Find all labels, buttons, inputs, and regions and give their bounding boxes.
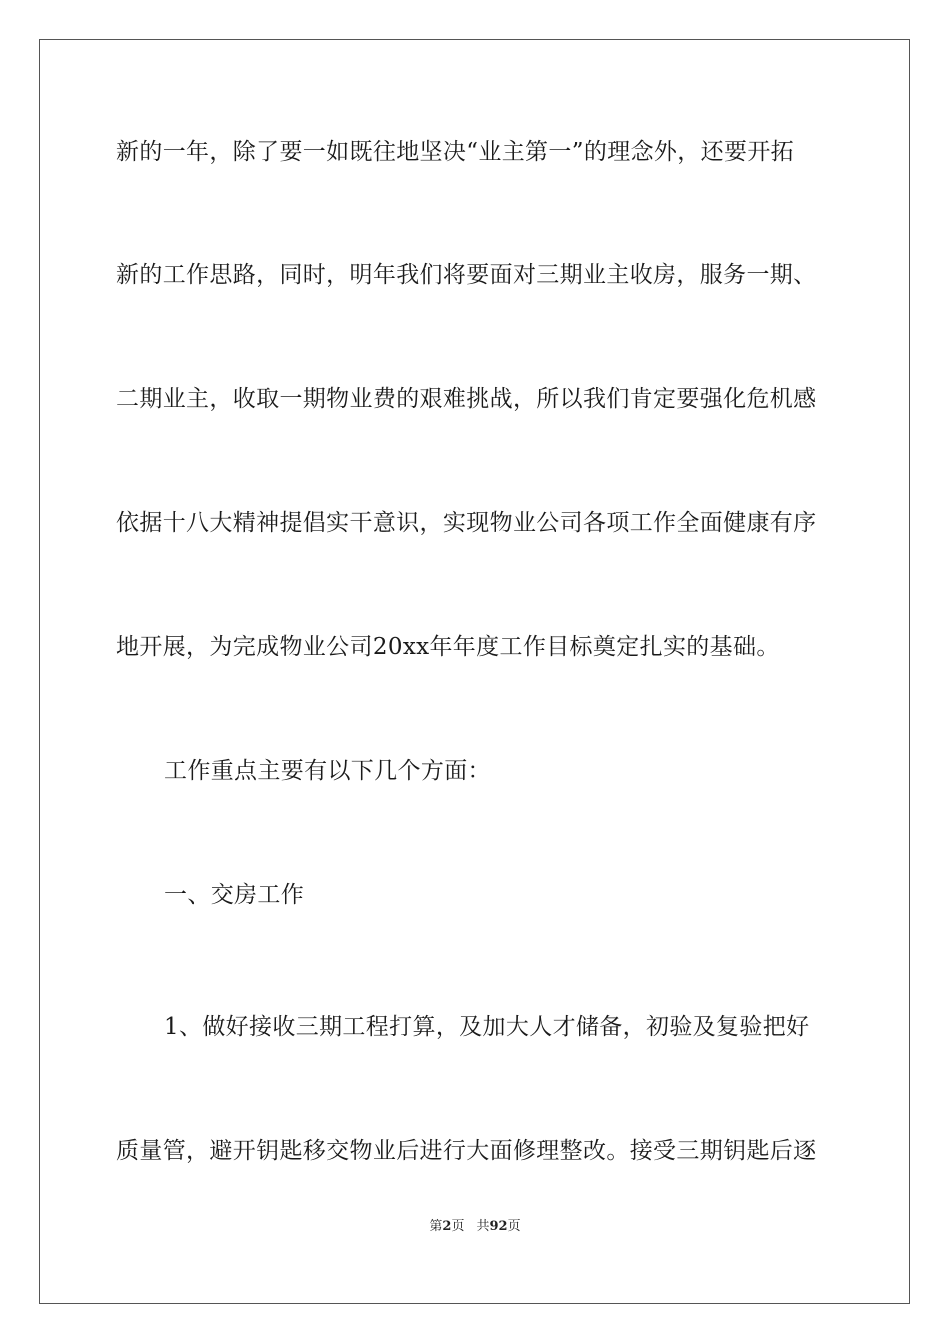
paragraph-line-3: 二期业主，收取一期物业费的艰难挑战，所以我们肯定要强化危机感	[116, 386, 817, 412]
section-heading: 一、交房工作	[164, 882, 305, 908]
page-number: 2	[442, 1219, 452, 1234]
page-footer	[0, 1218, 950, 1236]
page-prefix: 第	[429, 1219, 443, 1234]
page-suffix: 页	[451, 1219, 465, 1234]
paragraph-line-2: 新的工作思路，同时，明年我们将要面对三期业主收房，服务一期、	[116, 262, 817, 288]
total-pages: 92	[489, 1219, 508, 1234]
paragraph-line-5: 地开展，为完成物业公司20xx年年度工作目标奠定扎实的基础。	[116, 634, 780, 660]
paragraph-line-4: 依据十八大精神提倡实干意识，实现物业公司各项工作全面健康有序	[116, 510, 817, 536]
list-item-1-line-2: 质量管，避开钥匙移交物业后进行大面修理整改。接受三期钥匙后逐	[116, 1138, 817, 1164]
page-border	[39, 39, 910, 1304]
total-prefix: 共	[476, 1219, 490, 1234]
paragraph-line-1: 新的一年，除了要一如既往地坚决“业主第一”的理念外，还要开拓	[116, 139, 795, 165]
list-item-1-line-1: 1、做好接收三期工程打算，及加大人才储备，初验及复验把好	[164, 1014, 810, 1040]
total-suffix: 页	[507, 1219, 521, 1234]
section-intro: 工作重点主要有以下几个方面：	[164, 758, 491, 784]
